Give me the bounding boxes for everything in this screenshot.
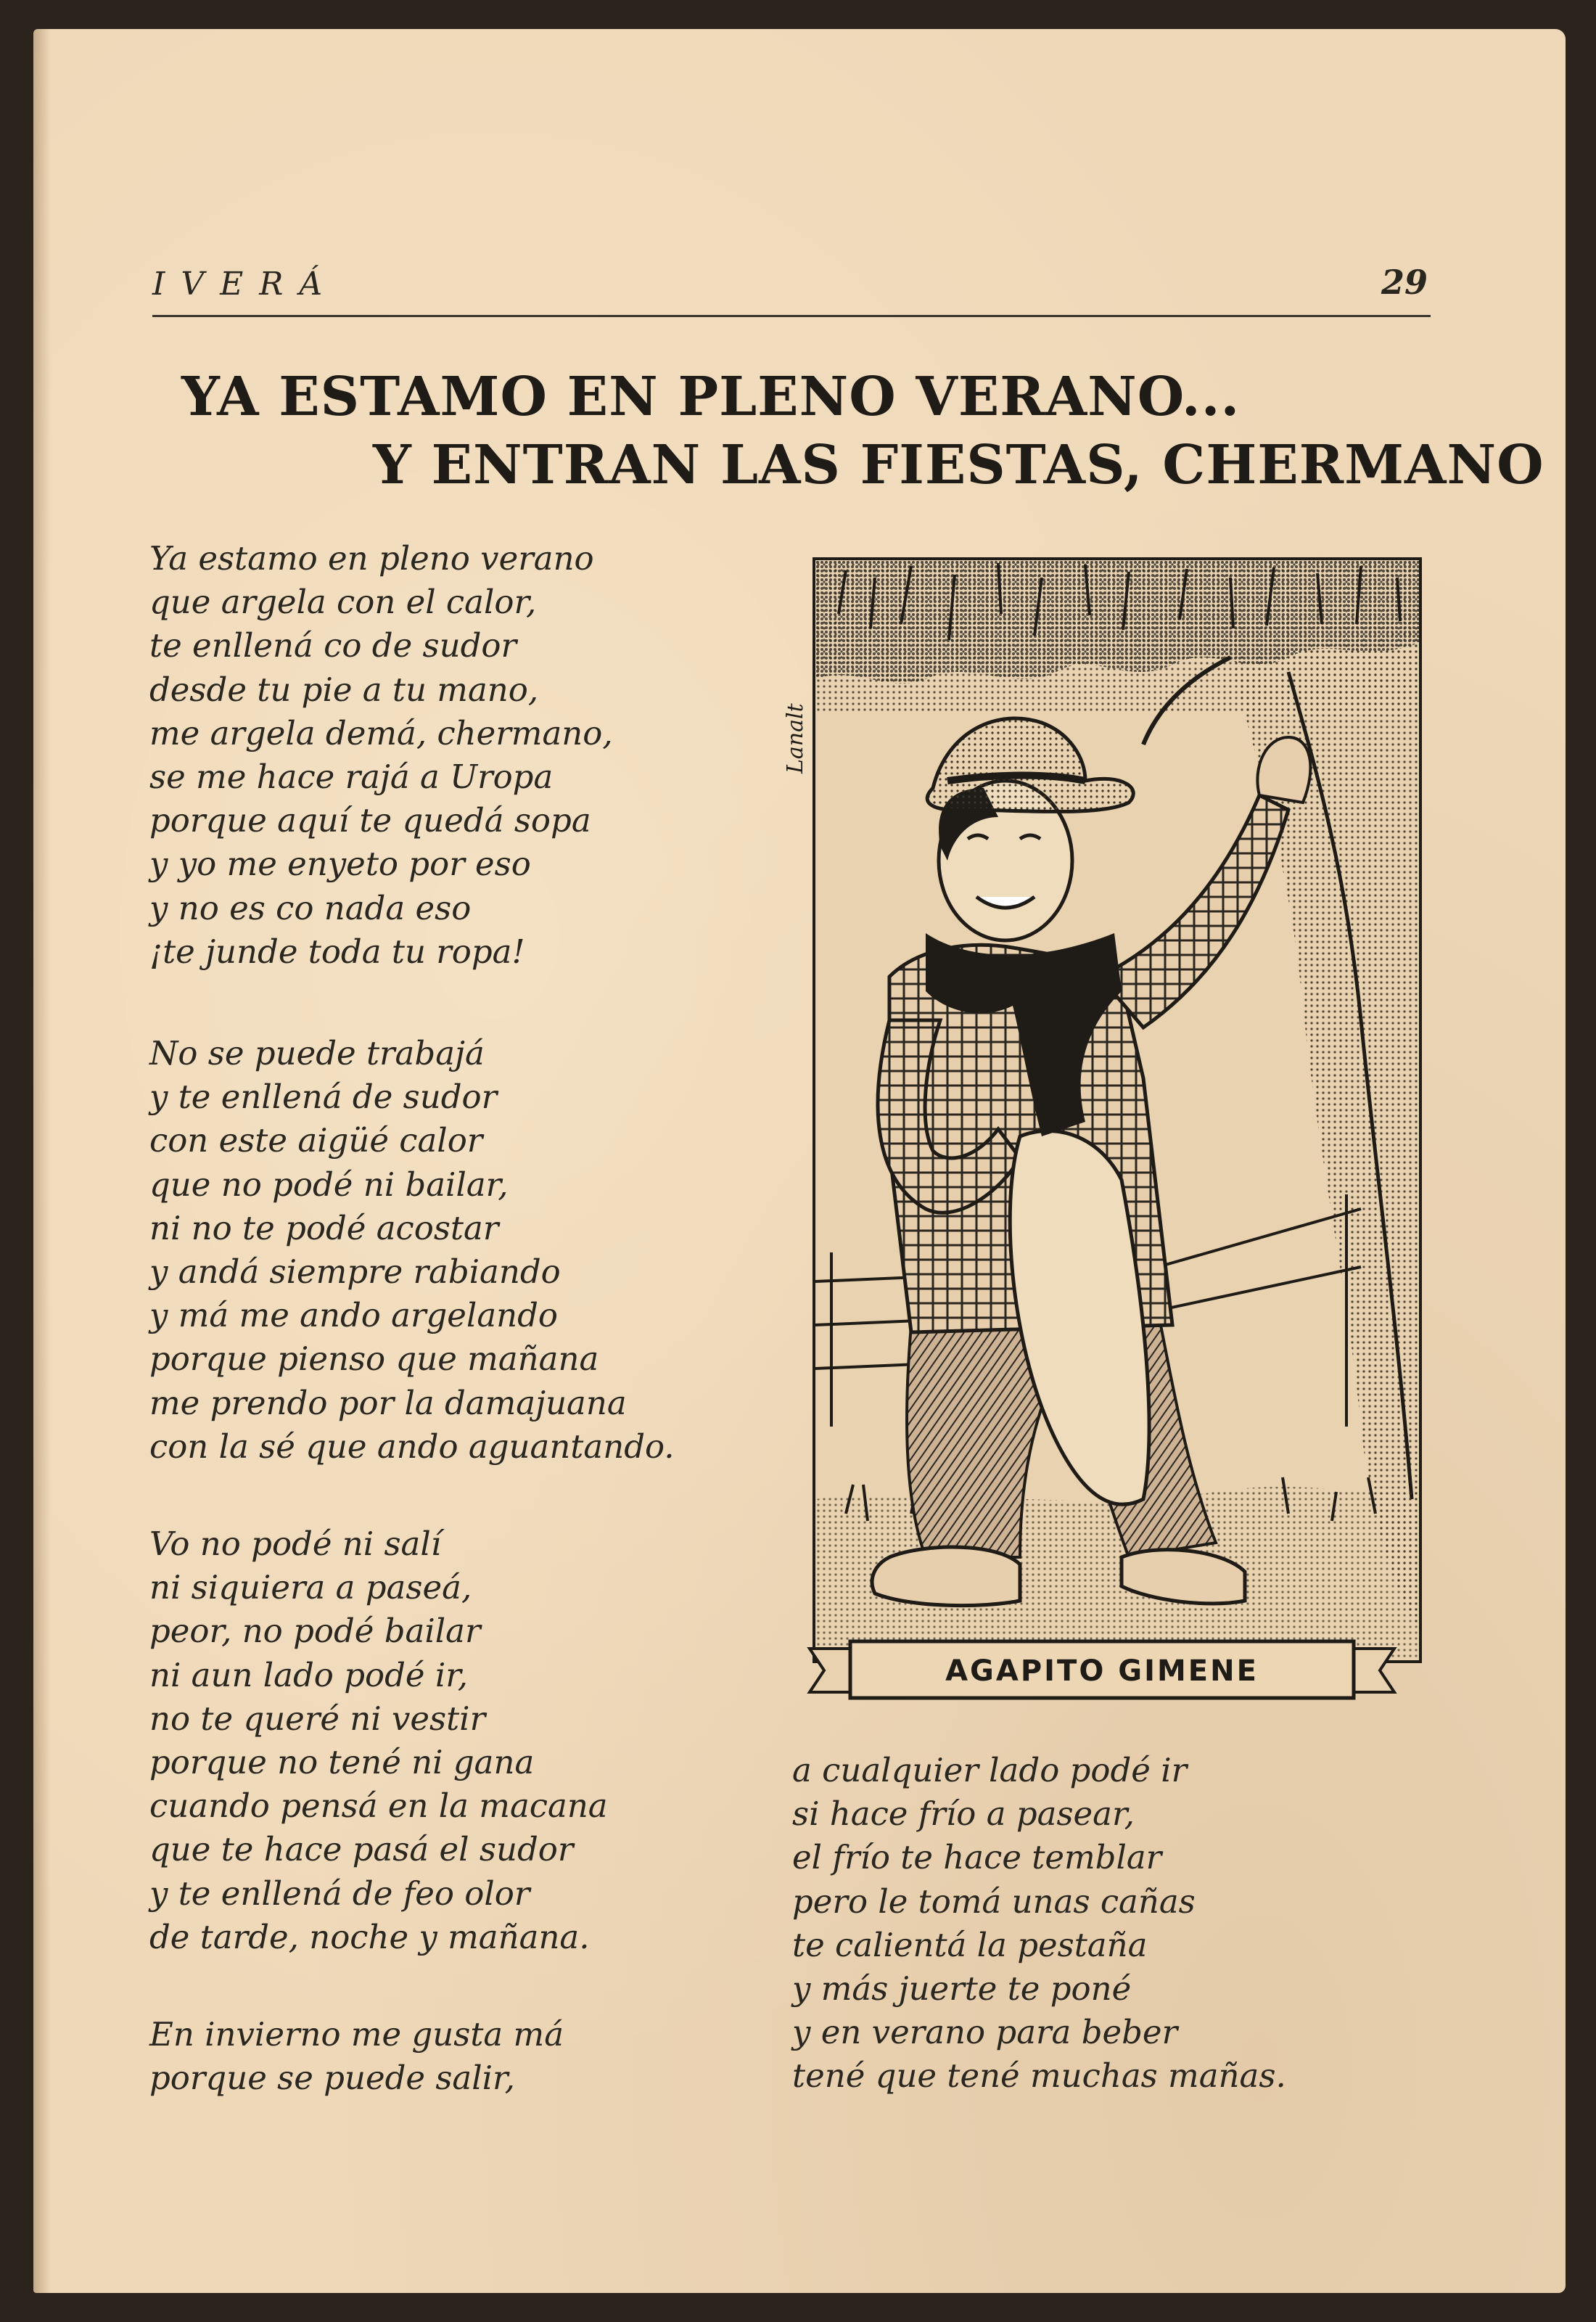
stanza-4	[149, 2013, 564, 2100]
caption-banner	[810, 1641, 1394, 1698]
illustration-caption: AGAPITO GIMENE	[945, 1654, 1259, 1688]
verse-line: y má me ando argelando	[149, 1296, 559, 1335]
verse-line: y yo me enyeto por eso	[149, 845, 531, 884]
character-illustration	[781, 556, 1423, 1717]
verse-line: que no podé ni bailar,	[149, 1165, 509, 1204]
verse-line: cuando pensá en la macana	[149, 1786, 608, 1826]
verse-line: y te enllená de sudor	[149, 1078, 498, 1117]
verse-line: En invierno me gusta má	[149, 2015, 564, 2054]
verse-line: se me hace rajá a Uropa	[149, 758, 554, 797]
verse-line: que argela con el calor,	[149, 583, 537, 622]
verse-line: ni no te podé acostar	[149, 1208, 499, 1247]
verse-line: a cualquier lado podé ir	[792, 1751, 1188, 1789]
page-number: 29	[1381, 263, 1428, 302]
verse-line: y te enllená de feo olor	[149, 1874, 530, 1913]
verse-line: de tarde, noche y mañana.	[149, 1917, 590, 1956]
stanza-1	[149, 537, 613, 974]
verse-line: ni siquiera a paseá,	[149, 1568, 472, 1607]
verse-line: te enllená co de sudor	[149, 626, 517, 665]
running-title: IVERÁ	[152, 266, 339, 303]
verse-line: pero le tomá unas cañas	[792, 1882, 1196, 1921]
artist-signature	[783, 702, 808, 774]
verse-line: con la sé que ando aguantando.	[149, 1427, 675, 1466]
verse-line: que te hace pasá el sudor	[149, 1830, 574, 1869]
svg-text:Lanalt: Lanalt	[783, 703, 808, 774]
poem-title-line-1: YA ESTAMO EN PLENO VERANO...	[181, 366, 1241, 428]
verse-line: tené que tené muchas mañas.	[792, 2056, 1286, 2096]
verse-line: y no es co nada eso	[149, 888, 472, 927]
verse-line: peor, no podé bailar	[149, 1612, 481, 1651]
poem-title	[149, 363, 1544, 499]
verse-line: y andá siempre rabiando	[149, 1252, 561, 1292]
verse-line: si hace frío a pasear,	[792, 1794, 1135, 1834]
verse-line: porque aquí te quedá sopa	[149, 801, 591, 840]
verse-line: el frío te hace temblar	[792, 1838, 1162, 1877]
verse-line: porque se puede salir,	[149, 2059, 515, 2098]
verse-line: No se puede trabajá	[149, 1034, 485, 1072]
verse-line: te calientá la pestaña	[792, 1925, 1148, 1964]
illustration-art	[781, 556, 1423, 1717]
stanza-3	[149, 1522, 608, 1959]
verse-line: Ya estamo en pleno verano	[149, 539, 594, 578]
verse-line: porque pienso que mañana	[149, 1340, 599, 1379]
header-rule	[152, 315, 1431, 317]
verse-line: me argela demá, chermano,	[149, 713, 613, 752]
verse-line: desde tu pie a tu mano,	[149, 670, 539, 709]
verse-line: con este aigüé calor	[149, 1121, 483, 1160]
verse-line: no te queré ni vestir	[149, 1699, 486, 1738]
book-page	[33, 29, 1566, 2293]
verse-line: Vo no podé ni salí	[149, 1525, 442, 1563]
verse-line: me prendo por la damajuana	[149, 1383, 627, 1422]
verse-line: y más juerte te poné	[792, 1969, 1132, 2009]
verse-line: ni aun lado podé ir,	[149, 1655, 469, 1694]
poem-title-line-2: Y ENTRAN LAS FIESTAS, CHERMANO	[373, 434, 1544, 496]
verse-line: y en verano para beber	[792, 2013, 1178, 2052]
verse-line: ¡te junde toda tu ropa!	[149, 932, 525, 971]
stanza-2	[149, 1032, 675, 1469]
verse-line: porque no tené ni gana	[149, 1743, 535, 1782]
stanza-5	[792, 1749, 1286, 2099]
